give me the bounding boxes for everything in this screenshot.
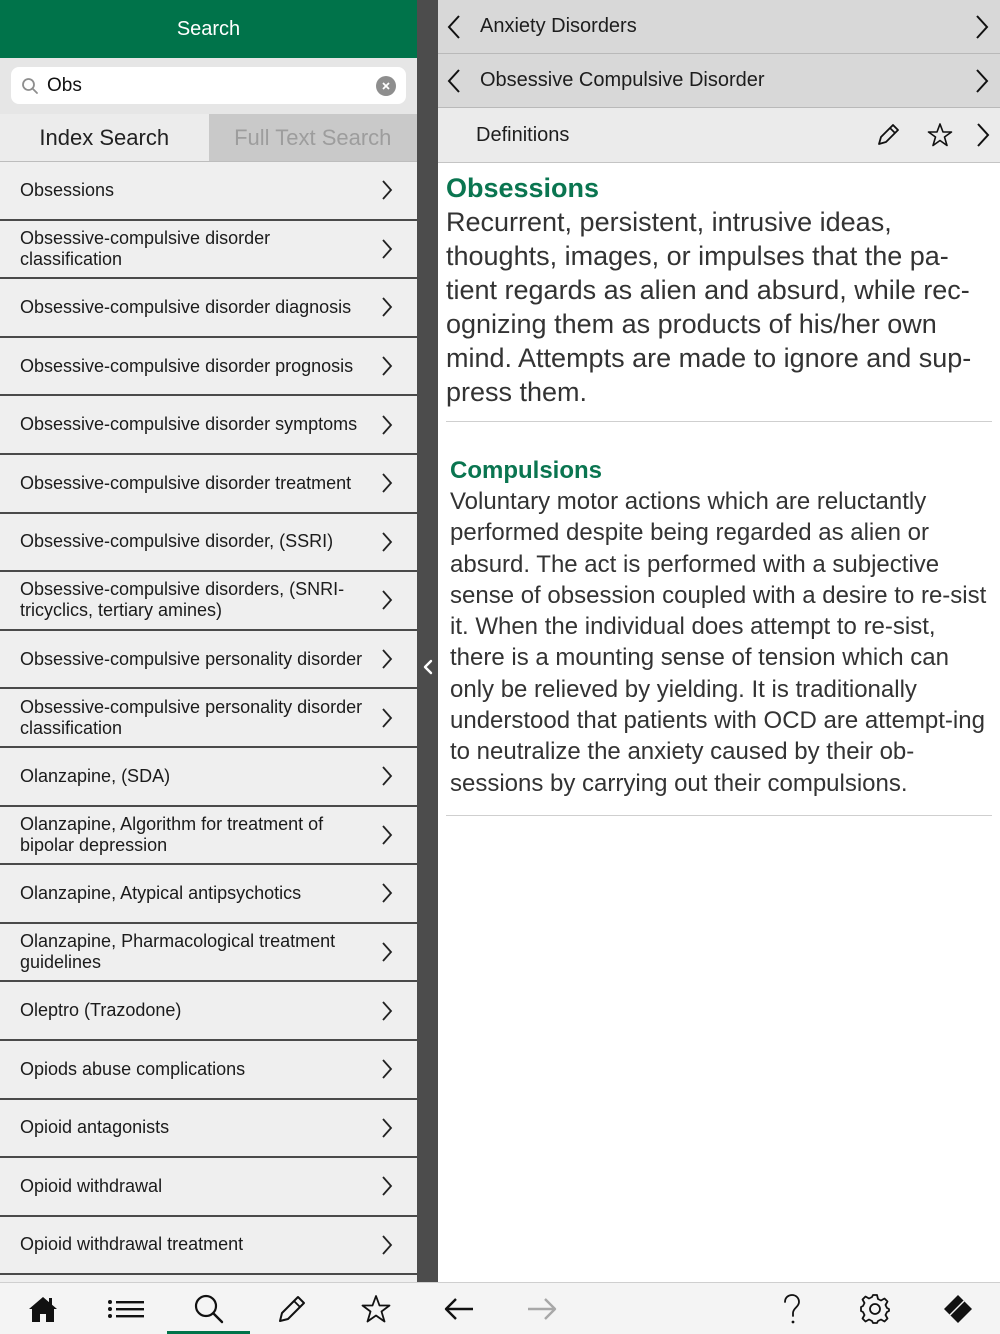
chevron-right-icon xyxy=(381,531,393,553)
chevron-right-icon xyxy=(381,1234,393,1256)
chevron-right-icon[interactable] xyxy=(968,68,996,94)
home-icon[interactable] xyxy=(13,1283,73,1334)
list-item-label: Obsessions xyxy=(20,179,115,200)
list-item[interactable] xyxy=(0,455,417,514)
list-item[interactable] xyxy=(0,162,417,221)
back-arrow-icon[interactable] xyxy=(429,1283,489,1334)
list-item[interactable] xyxy=(0,279,417,338)
list-item-label: Olanzapine, Algorithm for treatment of bipolar depression xyxy=(20,813,324,855)
term-definition: Recurrent, persistent, intrusive ideas, thoughts, images, or impulses that the pa-tient regards as alien and absurd, while rec-ognizing them as products of his/her own mind. Attempts are made to ignore and sup-press them. xyxy=(446,207,972,407)
chevron-right-icon xyxy=(381,472,393,494)
list-item[interactable] xyxy=(0,396,417,455)
breadcrumb-level-1[interactable] xyxy=(438,0,1000,54)
list-icon[interactable] xyxy=(96,1283,156,1334)
chevron-right-icon xyxy=(381,882,393,904)
list-item-label: Olanzapine, Atypical antipsychotics xyxy=(20,882,302,903)
list-item-label: Oleptro (Trazodone) xyxy=(20,1000,182,1021)
chevron-right-icon xyxy=(381,1058,393,1080)
list-item-label: Obsessive-compulsive disorder diagnosis xyxy=(20,296,352,317)
chevron-right-icon xyxy=(381,765,393,787)
pencil-icon[interactable] xyxy=(862,122,914,148)
breadcrumb-title-1: Anxiety Disorders xyxy=(480,15,637,37)
chevron-right-icon xyxy=(381,179,393,201)
term-heading: Obsessions xyxy=(446,173,600,203)
search-bar xyxy=(0,58,417,114)
divider-line xyxy=(446,815,992,816)
chevron-right-icon xyxy=(381,824,393,846)
list-item-label: Obsessive-compulsive disorder treatment xyxy=(20,472,352,493)
breadcrumb-title-2: Obsessive Compulsive Disorder xyxy=(480,69,765,91)
list-item[interactable] xyxy=(0,221,417,280)
search-input[interactable] xyxy=(47,75,376,97)
bookmark-diamond-icon[interactable] xyxy=(928,1283,988,1334)
list-item-label: Opioid withdrawal xyxy=(20,1175,163,1196)
star-icon[interactable] xyxy=(914,122,966,148)
list-item-label: Obsessive-compulsive disorder, (SSRI) xyxy=(20,531,334,552)
clear-search-icon[interactable] xyxy=(376,76,396,96)
list-item[interactable] xyxy=(0,924,417,983)
chevron-right-icon xyxy=(381,296,393,318)
search-icon[interactable] xyxy=(179,1283,239,1334)
content-panel xyxy=(438,0,1000,1282)
chevron-right-icon xyxy=(381,1000,393,1022)
split-view-divider[interactable] xyxy=(417,0,438,1282)
chevron-right-icon[interactable] xyxy=(968,14,996,40)
list-item-label: Obsessive-compulsive disorder classification xyxy=(20,227,271,269)
list-item[interactable] xyxy=(0,572,417,631)
list-item[interactable] xyxy=(0,514,417,573)
list-item-label: Opioid antagonists xyxy=(20,1117,170,1138)
definition-content xyxy=(438,163,1000,816)
list-item[interactable] xyxy=(0,631,417,690)
full-text-search-tab[interactable]: Full Text Search xyxy=(209,114,418,161)
list-item-label: Olanzapine, Pharmacological treatment guidelines xyxy=(20,931,336,973)
magnifier-icon xyxy=(21,77,39,95)
list-item-label: Obsessive-compulsive disorders, (SNRI-tricyclics, tertiary amines) xyxy=(20,579,345,621)
list-item[interactable] xyxy=(0,865,417,924)
list-item-label: Obsessive-compulsive disorder prognosis xyxy=(20,355,354,376)
term-definition: Voluntary motor actions which are reluctantly performed despite being regarded as alien or absurd. The act is performed with a subjective sense of obsession coupled with a desire to re-sist it. When the individual does attempt to re-sist, there is a mounting sense of tension which can only be relieved by yielding. It is traditionally understood that patients with OCD are attempt-ing to neutralize the anxiety caused by their ob-sessions by carrying out their compulsions. xyxy=(450,488,987,797)
settings-icon[interactable] xyxy=(845,1283,905,1334)
search-header xyxy=(0,0,417,58)
list-item-label: Obsessive-compulsive personality disorder xyxy=(20,648,363,669)
pencil-icon[interactable] xyxy=(262,1283,322,1334)
chevron-left-icon[interactable] xyxy=(442,14,466,40)
chevron-right-icon xyxy=(381,414,393,436)
list-item[interactable] xyxy=(0,1217,417,1276)
list-item[interactable] xyxy=(0,748,417,807)
list-item[interactable] xyxy=(0,982,417,1041)
list-item-label: Opioid withdrawal treatment xyxy=(20,1234,244,1255)
list-item[interactable] xyxy=(0,807,417,866)
chevron-right-icon[interactable] xyxy=(966,122,1000,148)
list-item[interactable] xyxy=(0,1100,417,1159)
chevron-right-icon xyxy=(381,648,393,670)
breadcrumb-level-2[interactable] xyxy=(438,54,1000,108)
list-item[interactable] xyxy=(0,1158,417,1217)
list-item-label: Obsessive-compulsive personality disorder classification xyxy=(20,696,363,738)
star-icon[interactable] xyxy=(346,1283,406,1334)
chevron-right-icon xyxy=(381,238,393,260)
search-header-title: Search xyxy=(176,17,241,40)
search-results-list xyxy=(0,162,417,1275)
help-icon[interactable] xyxy=(762,1283,822,1334)
collapse-panel-icon[interactable] xyxy=(419,655,436,679)
search-field[interactable] xyxy=(11,67,406,104)
chevron-right-icon xyxy=(381,589,393,611)
search-panel xyxy=(0,0,417,1282)
list-item-label: Opiods abuse complications xyxy=(20,1058,246,1079)
chevron-right-icon xyxy=(381,1175,393,1197)
list-item[interactable] xyxy=(0,689,417,748)
list-item-label: Olanzapine, (SDA) xyxy=(20,765,171,786)
forward-arrow-icon[interactable] xyxy=(512,1283,572,1334)
term-heading: Compulsions xyxy=(450,457,603,484)
index-search-tab[interactable]: Index Search xyxy=(0,114,209,161)
chevron-right-icon xyxy=(381,941,393,963)
chevron-right-icon xyxy=(381,707,393,729)
bottom-toolbar xyxy=(0,1282,1000,1334)
section-title: Definitions xyxy=(476,123,570,146)
chevron-right-icon xyxy=(381,355,393,377)
search-mode-segmented-control xyxy=(0,114,417,162)
list-item[interactable] xyxy=(0,1041,417,1100)
chevron-right-icon xyxy=(381,1117,393,1139)
list-item-label: Obsessive-compulsive disorder symptoms xyxy=(20,414,358,435)
section-header xyxy=(438,108,1000,163)
chevron-left-icon[interactable] xyxy=(442,68,466,94)
list-item[interactable] xyxy=(0,338,417,397)
